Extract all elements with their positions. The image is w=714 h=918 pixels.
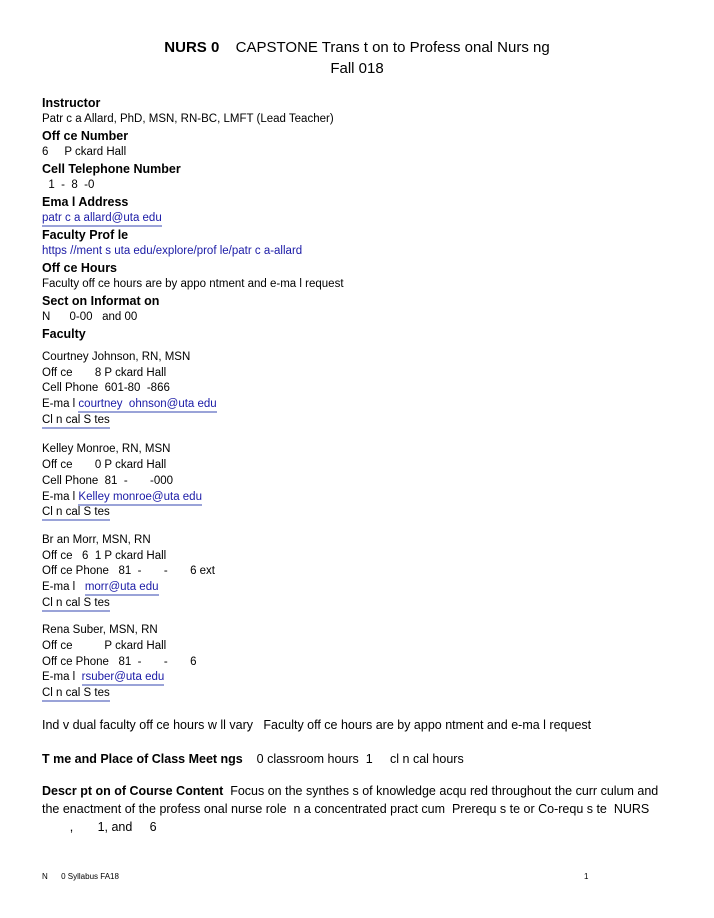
footer-page-number: 1 (584, 872, 589, 881)
cell-phone-label: Cell Telephone Number (42, 162, 181, 176)
faculty-entry (42, 350, 682, 428)
faculty-name: Br an Morr, MSN, RN (42, 533, 151, 546)
faculty-name: Courtney Johnson, RN, MSN (42, 351, 191, 363)
faculty-office: Off ce 6 1 P ckard Hall (42, 549, 167, 562)
section-info-value: N 0-00 and 00 (42, 311, 138, 323)
faculty-profile-link[interactable]: https //ment s uta edu/explore/prof le/patr c a-allard (42, 245, 303, 257)
office-number-value: 6 P ckard Hall (42, 146, 127, 158)
course-description-line2: the enactment of the profess onal nurse role n a concentrated pract cum Prerequ s te or Co-requ s te NURS (42, 801, 650, 816)
faculty-phone: Off ce Phone 81 - - 6 (42, 655, 197, 668)
course-description (42, 782, 682, 800)
syllabus-body (42, 95, 682, 836)
faculty-entry (42, 442, 682, 520)
faculty-office: Off ce P ckard Hall (42, 640, 167, 652)
faculty-phone: Off ce Phone 81 - - 6 ext (42, 565, 216, 578)
course-code: NURS 0 (164, 39, 220, 56)
faculty-label: Faculty (42, 327, 86, 341)
faculty-name: Kelley Monroe, RN, MSN (42, 443, 171, 456)
clinical-sites-link[interactable]: Cl n cal S tes (42, 413, 110, 429)
faculty-entry (42, 623, 682, 701)
faculty-email-label: E-ma l (42, 398, 79, 411)
footer-doc-label: N 0 Syllabus FA18 (42, 872, 119, 881)
faculty-phone: Cell Phone 81 - -000 (42, 474, 174, 487)
faculty-email-link[interactable]: courtney ohnson@uta edu (78, 397, 216, 413)
cell-phone-value: 1 - 8 -0 (42, 179, 95, 191)
faculty-entry (42, 533, 682, 611)
course-title (0, 38, 714, 58)
course-description-line1: Focus on the synthes s of knowledge acqu red throughout the curr culum and (223, 783, 659, 798)
course-description-label: Descr pt on of Course Content (42, 783, 224, 798)
faculty-office: Off ce 8 P ckard Hall (42, 366, 167, 379)
instructor-email-link[interactable]: patr c a allard@uta edu (42, 211, 162, 227)
clinical-sites-link[interactable]: Cl n cal S tes (42, 505, 110, 521)
faculty-email-link[interactable]: Kelley monroe@uta edu (78, 490, 202, 506)
instructor-label: Instructor (42, 96, 101, 110)
office-hours-label: Off ce Hours (42, 261, 118, 275)
course-name: CAPSTONE Trans t on to Profess onal Nurs ng (235, 39, 550, 56)
clinical-sites-link[interactable]: Cl n cal S tes (42, 596, 110, 612)
office-hours-value: Faculty off ce hours are by appo ntment and e-ma l request (42, 278, 344, 290)
class-meetings (42, 750, 682, 768)
course-term: Fall 018 (330, 60, 384, 77)
instructor-value: Patr c a Allard, PhD, MSN, RN-BC, LMFT (Lead Teacher) (42, 113, 334, 125)
class-meetings-value: 0 classroom hours 1 cl n cal hours (242, 751, 464, 766)
faculty-email-link[interactable]: rsuber@uta edu (82, 670, 165, 686)
course-description-line3: , 1, and 6 (42, 819, 157, 834)
faculty-email-link[interactable]: morr@uta edu (85, 580, 159, 596)
faculty-name: Rena Suber, MSN, RN (42, 624, 158, 637)
faculty-phone: Cell Phone 601-80 -866 (42, 382, 170, 395)
email-label: Ema l Address (42, 195, 129, 209)
class-meetings-label: T me and Place of Class Meet ngs (42, 751, 243, 766)
section-info-label: Sect on Informat on (42, 294, 160, 308)
faculty-email-label: E-ma l (42, 580, 85, 593)
faculty-office: Off ce 0 P ckard Hall (42, 459, 167, 472)
faculty-email-label: E-ma l (42, 490, 79, 503)
profile-label: Faculty Prof le (42, 228, 129, 242)
faculty-email-label: E-ma l (42, 671, 82, 684)
individual-hours-note: Ind v dual faculty off ce hours w ll vary Faculty off ce hours are by appo ntment and e-ma l request (42, 717, 592, 732)
office-number-label: Off ce Number (42, 129, 129, 143)
clinical-sites-link[interactable]: Cl n cal S tes (42, 686, 110, 702)
